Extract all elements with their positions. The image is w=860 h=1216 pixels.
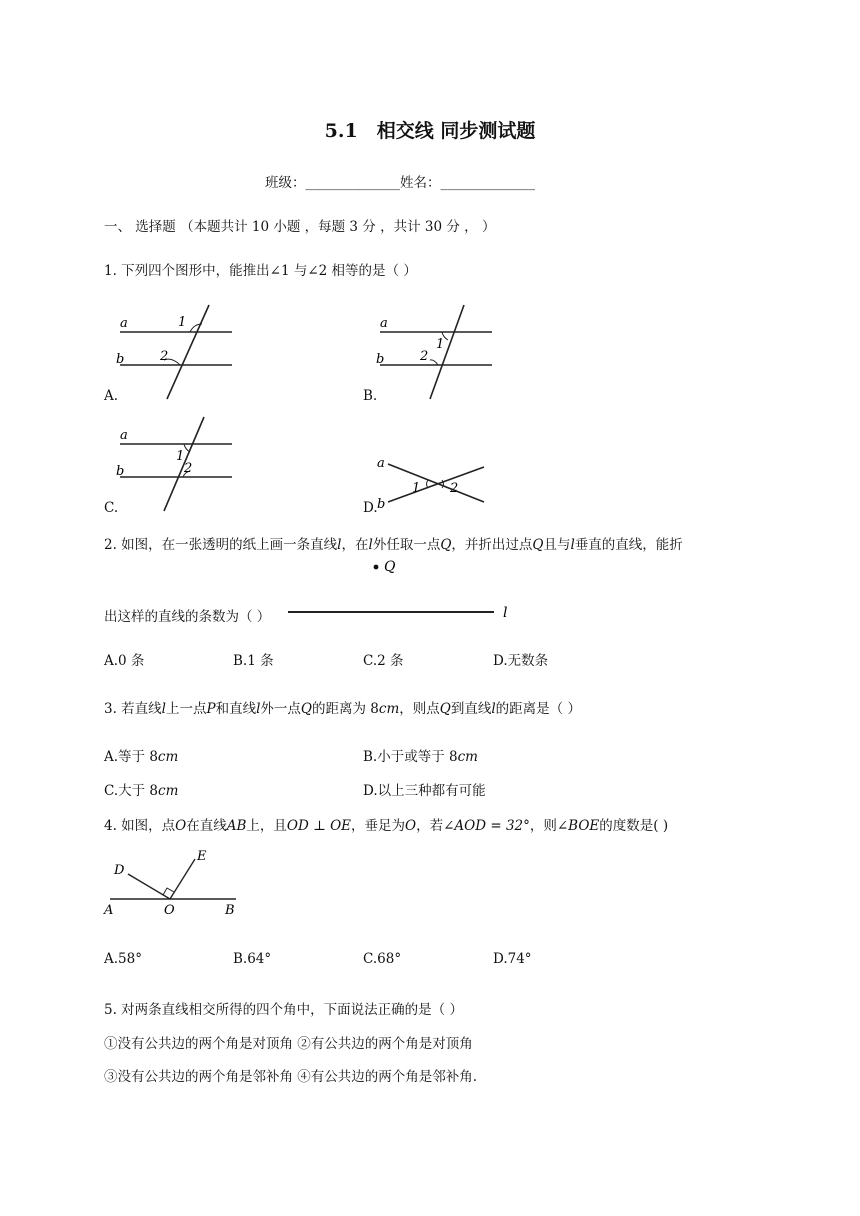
q2-stem-line2: 出这样的直线的条数为（ ）: [104, 609, 271, 625]
class-name-line: [265, 171, 535, 191]
fig-a-label-1: 1: [178, 315, 187, 330]
fig-b-label-2: 2: [420, 349, 429, 364]
q3-option-b: B.小于或等于 8cm: [363, 749, 478, 765]
fig-a-label-b: b: [116, 352, 125, 367]
q1-option-b: B.: [363, 388, 378, 404]
q2-option-b: B.1 条: [233, 653, 274, 669]
fig-d-label-b: b: [377, 497, 386, 510]
q1-stem: 1. 下列四个图形中，能推出∠1 与∠2 相等的是（ ）: [104, 263, 417, 279]
name-label: 姓名：: [400, 175, 441, 191]
fig-d-label-2: 2: [450, 481, 459, 496]
fig-a-label-2: 2: [160, 349, 169, 364]
q1-option-a: A.: [104, 388, 119, 404]
fig-c-label-1: 1: [176, 449, 185, 464]
q2-point-label: Q: [384, 559, 396, 575]
q3-stem: 3. 若直线l上一点P和直线l外一点Q的距离为 8cm，则点Q到直线l的距离是（ ）: [104, 701, 581, 717]
q4-figure: [100, 842, 245, 926]
q3-option-a: A.等于 8cm: [104, 749, 179, 765]
q1-figure-a: [112, 302, 237, 406]
fig-d-label-1: 1: [412, 481, 421, 496]
q4-label-a: A: [104, 903, 114, 918]
q1-figure-c: [112, 414, 237, 518]
fig-b-label-a: a: [380, 316, 388, 331]
q4-label-e: E: [197, 849, 207, 864]
q1-figure-b: [372, 302, 497, 406]
q5-statement-2: ③没有公共边的两个角是邻补角 ④有公共边的两个角是邻补角.: [104, 1069, 478, 1085]
fig-a-label-a: a: [120, 316, 128, 331]
section-heading: 一、 选择题 （本题共计 10 小题 ，每题 3 分 ，共计 30 分 ， ）: [104, 219, 496, 235]
q2-option-d: D.无数条: [493, 653, 549, 669]
q1-figure-d: [372, 450, 487, 514]
q2-stem: 2. 如图，在一张透明的纸上画一条直线l，在l外任取一点Q，并折出过点Q且与l垂直的直线，能折: [104, 537, 683, 553]
q2-option-a: A.0 条: [104, 653, 145, 669]
class-blank: ______________: [305, 175, 400, 191]
fig-c-label-a: a: [120, 428, 128, 443]
q3-option-d: D.以上三种都有可能: [363, 783, 486, 799]
q4-option-c: C.68°: [363, 951, 402, 967]
q4-option-b: B.64°: [233, 951, 272, 967]
q2-line-label: l: [503, 605, 508, 621]
name-blank: ______________: [440, 175, 535, 191]
q2-option-c: C.2 条: [363, 653, 404, 669]
fig-b-label-1: 1: [436, 337, 445, 352]
class-label: 班级：: [265, 175, 306, 191]
q3-option-c: C.大于 8cm: [104, 783, 179, 799]
q4-option-a: A.58°: [104, 951, 142, 967]
page-title: 5.1 相交线 同步测试题: [324, 120, 536, 142]
q4-label-d: D: [114, 863, 125, 878]
q4-label-b: B: [225, 903, 235, 918]
q5-statement-1: ①没有公共边的两个角是对顶角 ②有公共边的两个角是对顶角: [104, 1036, 473, 1052]
q5-stem: 5. 对两条直线相交所得的四个角中，下面说法正确的是（ ）: [104, 1002, 463, 1018]
fig-b-label-b: b: [376, 352, 385, 367]
q4-stem: 4. 如图，点O在直线AB上，且OD ⊥ OE，垂足为O，若∠AOD = 32°，则∠BOE的度数是( ): [104, 818, 669, 834]
fig-c-label-2: 2: [184, 461, 193, 476]
q2-figure-line: [286, 602, 516, 628]
q2-figure-point: [370, 555, 410, 581]
fig-c-label-b: b: [116, 464, 125, 479]
q4-label-o: O: [164, 903, 175, 918]
q4-option-d: D.74°: [493, 951, 532, 967]
fig-d-label-a: a: [377, 456, 385, 471]
q1-option-d: D.: [363, 500, 378, 516]
q1-option-c: C.: [104, 500, 119, 516]
